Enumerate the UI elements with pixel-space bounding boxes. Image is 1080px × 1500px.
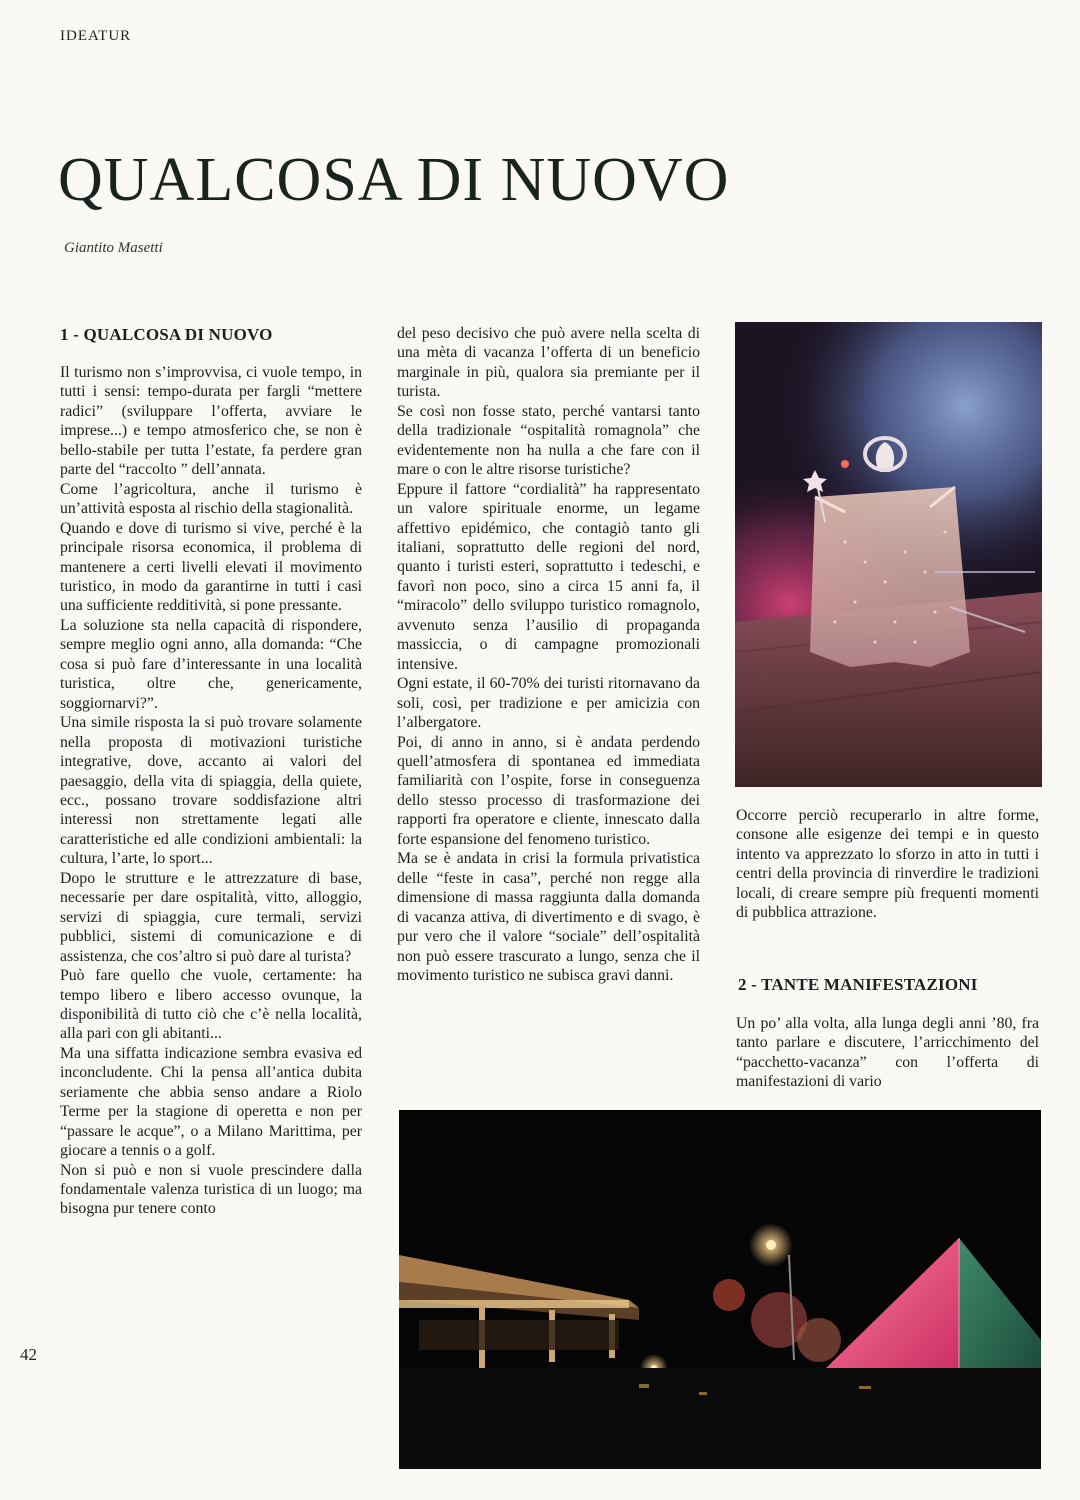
text-column-2 [397, 324, 700, 985]
text-column-3 [736, 806, 1039, 923]
paragraph: Può fare quello che vuole, certamente: ha tempo libero e libero accesso ovunque, la disponibilità di tutto ciò che c’è nella località, alla pari con gli abitanti... [60, 967, 362, 1043]
paragraph: Non si può e non si vuole prescindere dalla fondamentale valenza turistica di un luogo; ma bisogna pur tenere conto [60, 1161, 362, 1218]
paragraph: Eppure il fattore “cordialità” ha rappresentato un valore spirituale enorme, un legame affettivo epidémico, che contagiò tanto gli italiani, soprattutto delle regioni del nord, quanto i turisti esteri, soprattutto i tedeschi, e favorì non poco, sino a circa 15 anni fa, il “miracolo” dello sviluppo turistico romagnolo, avvenuto senza l’ausilio di propaganda massiccia, o di campagne promozionali intensive. [397, 480, 700, 673]
paragraph: Se così non fosse stato, perché vantarsi tanto della tradizionale “ospitalità romagnola” che evidentemente non ha nulla a che fare con il mare o con le altre risorse turistiche? [397, 402, 700, 479]
paragraph: Il turismo non s’improvvisa, ci vuole tempo, in tutti i sensi: tempo-durata per fargli “mettere radici” (sviluppare l’offerta, avviare le imprese...) e tempo atmosferico che, se non è bello-stabile per tutta l’estate, fa perdere gran parte del “raccolto ” dell’annata. [60, 364, 362, 479]
running-head: IDEATUR [60, 28, 132, 44]
paragraph: Ogni estate, il 60-70% dei turisti ritornavano da soli, così, per tradizione e per amicizia con l’albergatore. [397, 675, 700, 732]
section-heading-1: 1 - QUALCOSA DI NUOVO [60, 325, 273, 344]
text-column-3-continued [736, 1014, 1039, 1092]
paragraph: Ma una siffatta indicazione sembra evasiva ed inconcludente. Chi la pensa all’antica dubita seriamente che abbia senso andare a Riolo Terme per la stagione di operetta e non per “passare le acque”, o a Milano Marittima, per giocare a tennis o a golf. [60, 1044, 362, 1160]
text-column-1 [60, 363, 362, 1219]
paragraph: Poi, di anno in anno, si è andata perdendo quell’atmosfera di spontanea ed immediata familiarità con l’ospite, forse in conseguenza dello stesso processo di trasformazione dei rapporti fra operatore e cliente, innescato dalla forte espansione del fenomeno turistico. [397, 733, 700, 848]
paragraph: Un po’ alla volta, alla lunga degli anni ’80, fra tanto parlare e discutere, l’arricchimento del “pacchetto-vacanza” con l’offerta di manifestazioni di vario [736, 1015, 1039, 1091]
paragraph: del peso decisivo che può avere nella scelta di una mèta di vacanza l’offerta di un beneficio marginale in più, qualora sia premiante per il turista. [397, 325, 700, 401]
section-heading-2: 2 - TANTE MANIFESTAZIONI [738, 975, 978, 994]
night-pyramid-photo [399, 1110, 1041, 1469]
performer-photo [735, 322, 1042, 787]
paragraph: Ma se è andata in crisi la formula privatistica delle “feste in casa”, perché non regge alla dimensione di massa raggiunta dalla domanda di vacanza attiva, di divertimento e di svago, è pur vero che il valore “sociale” dell’ospitalità non può essere trascurato a lungo, senza che il movimento turistico ne subisca gravi danni. [397, 850, 700, 984]
paragraph: Quando e dove di turismo si vive, perché è la principale risorsa economica, il problema di mantenere a certi livelli elevati il movimento turistico, in modo da garantirne in tutti i casi una sufficiente redditività, si pone pressante. [60, 519, 362, 615]
paragraph: Una simile risposta la si può trovare solamente nella proposta di motivazioni turistiche integrative, dove, accanto ai valori del paesaggio, della vita di spiaggia, della quiete, ecc., possano trovare soddisfazione altri interessi non strettamente legati alle caratteristiche ed alle condizioni ambientali: la cultura, l’arte, lo sport... [60, 714, 362, 868]
paragraph: Dopo le strutture e le attrezzature di base, necessarie per dare ospitalità, vitto, alloggio, servizi di spiaggia, cure termali, servizi pubblici, sistemi di comunicazione e di assistenza, che cos’altro si può dare al turista? [60, 869, 362, 965]
paragraph: Come l’agricoltura, anche il turismo è un’attività esposta al rischio della stagionalità. [60, 480, 362, 518]
author-byline: Giantito Masetti [64, 240, 163, 256]
paragraph: Occorre perciò recuperarlo in altre forme, consone alle esigenze dei tempi e in questo intento va apprezzato lo sforzo in atto in tutti i centri della provincia di rinverdire le tradizioni locali, di creare sempre più frequenti momenti di pubblica attrazione. [736, 807, 1039, 922]
page-number: 42 [20, 1345, 37, 1364]
article-title: QUALCOSA DI NUOVO [58, 146, 730, 214]
paragraph: La soluzione sta nella capacità di rispondere, sempre meglio ogni anno, alla domanda: “Che cosa si può fare d’interessante in una località turistica, oltre che, genericamente, soggiornarvi?”. [60, 616, 362, 712]
